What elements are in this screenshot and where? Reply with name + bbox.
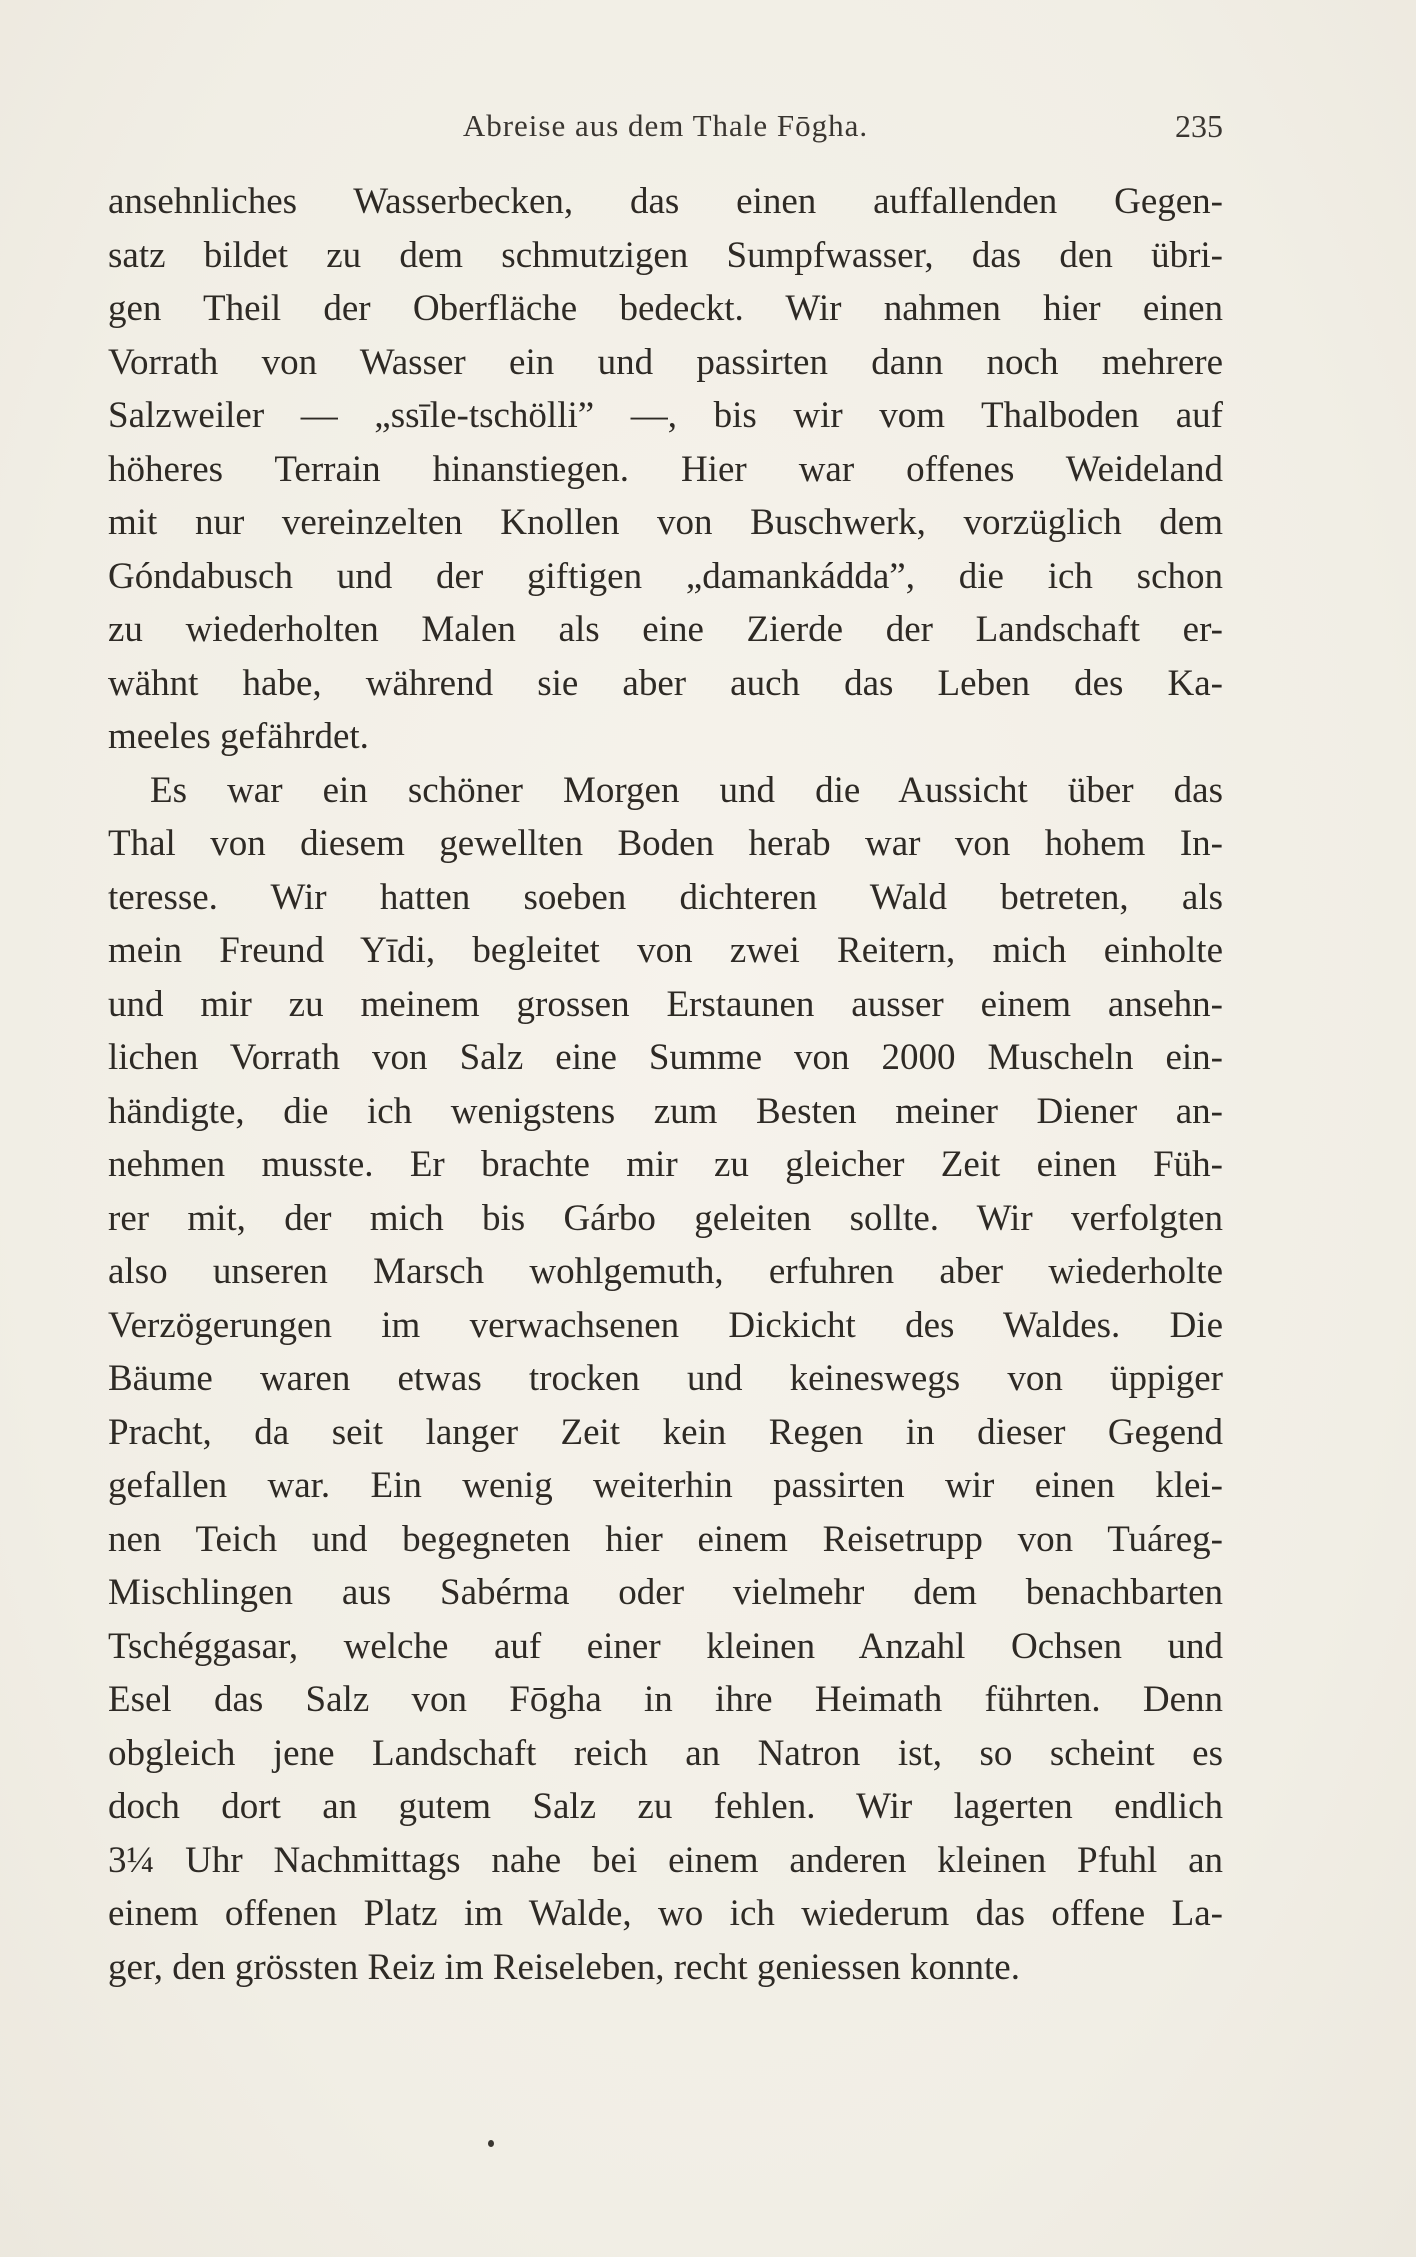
text-line: nen Teich und begegneten hier einem Reisetrupp von Tuáreg- (108, 1518, 1223, 1560)
ink-speck (488, 2140, 494, 2147)
text-line-paragraph-end: ger, den grössten Reiz im Reiseleben, recht geniessen konnte. (108, 1946, 1020, 1988)
text-line: also unseren Marsch wohlgemuth, erfuhren aber wiederholte (108, 1251, 1223, 1292)
text-line: mit nur vereinzelten Knollen von Buschwerk, vorzüglich dem (108, 502, 1223, 543)
running-title: Abreise aus dem Thale Fōgha. (462, 108, 869, 143)
text-line: lichen Vorrath von Salz eine Summe von 2000 Muscheln ein- (108, 1037, 1223, 1078)
text-line: Esel das Salz von Fōgha in ihre Heimath führten. Denn (108, 1679, 1223, 1720)
running-head (108, 108, 1223, 148)
text-line: Pracht, da seit langer Zeit kein Regen in dieser Gegend (108, 1411, 1223, 1453)
text-line: Mischlingen aus Sabérma oder vielmehr dem benachbarten (108, 1572, 1223, 1613)
text-line: gen Theil der Oberfläche bedeckt. Wir nahmen hier einen (108, 288, 1223, 329)
body-text (108, 175, 1223, 1994)
text-line: Thal von diesem gewellten Boden herab war von hohem In- (108, 823, 1223, 864)
text-line-paragraph-end: meeles gefährdet. (108, 716, 369, 757)
text-line: einem offenen Platz im Walde, wo ich wiederum das offene La- (108, 1893, 1223, 1934)
text-line: und mir zu meinem grossen Erstaunen ausser einem ansehn- (108, 983, 1223, 1025)
text-line: Góndabusch und der giftigen „damankádda”, die ich schon (108, 555, 1223, 597)
text-line-paragraph-start: Es war ein schöner Morgen und die Aussicht über das (150, 769, 1223, 811)
text-line: Salzweiler — „ssīle-tschölli” —, bis wir vom Thalboden auf (108, 395, 1223, 436)
text-line: nehmen musste. Er brachte mir zu gleicher Zeit einen Füh- (108, 1144, 1223, 1185)
text-line: rer mit, der mich bis Gárbo geleiten sollte. Wir verfolgten (108, 1197, 1223, 1239)
text-line: ansehnliches Wasserbecken, das einen auffallenden Gegen- (108, 181, 1223, 222)
text-line: doch dort an gutem Salz zu fehlen. Wir lagerten endlich (108, 1786, 1223, 1827)
text-line: Verzögerungen im verwachsenen Dickicht des Waldes. Die (108, 1304, 1223, 1346)
text-line: höheres Terrain hinanstiegen. Hier war offenes Weideland (108, 448, 1223, 490)
text-line: Bäume waren etwas trocken und keineswegs von üppiger (108, 1358, 1223, 1399)
text-line: gefallen war. Ein wenig weiterhin passirten wir einen klei- (108, 1465, 1223, 1506)
text-line: wähnt habe, während sie aber auch das Leben des Ka- (108, 662, 1223, 704)
text-line: Tschéggasar, welche auf einer kleinen Anzahl Ochsen und (108, 1625, 1223, 1667)
text-line: satz bildet zu dem schmutzigen Sumpfwasser, das den übri- (108, 234, 1223, 276)
page-number: 235 (1175, 108, 1223, 144)
text-line: mein Freund Yīdi, begleitet von zwei Reitern, mich einholte (108, 930, 1223, 971)
text-line: Vorrath von Wasser ein und passirten dann noch mehrere (108, 341, 1223, 383)
text-line: teresse. Wir hatten soeben dichteren Wald betreten, als (108, 876, 1223, 918)
text-line: händigte, die ich wenigstens zum Besten meiner Diener an- (108, 1090, 1223, 1132)
text-line: obgleich jene Landschaft reich an Natron ist, so scheint es (108, 1732, 1223, 1774)
text-line: zu wiederholten Malen als eine Zierde der Landschaft er- (108, 609, 1223, 650)
text-line: 3¼ Uhr Nachmittags nahe bei einem anderen kleinen Pfuhl an (108, 1839, 1223, 1881)
